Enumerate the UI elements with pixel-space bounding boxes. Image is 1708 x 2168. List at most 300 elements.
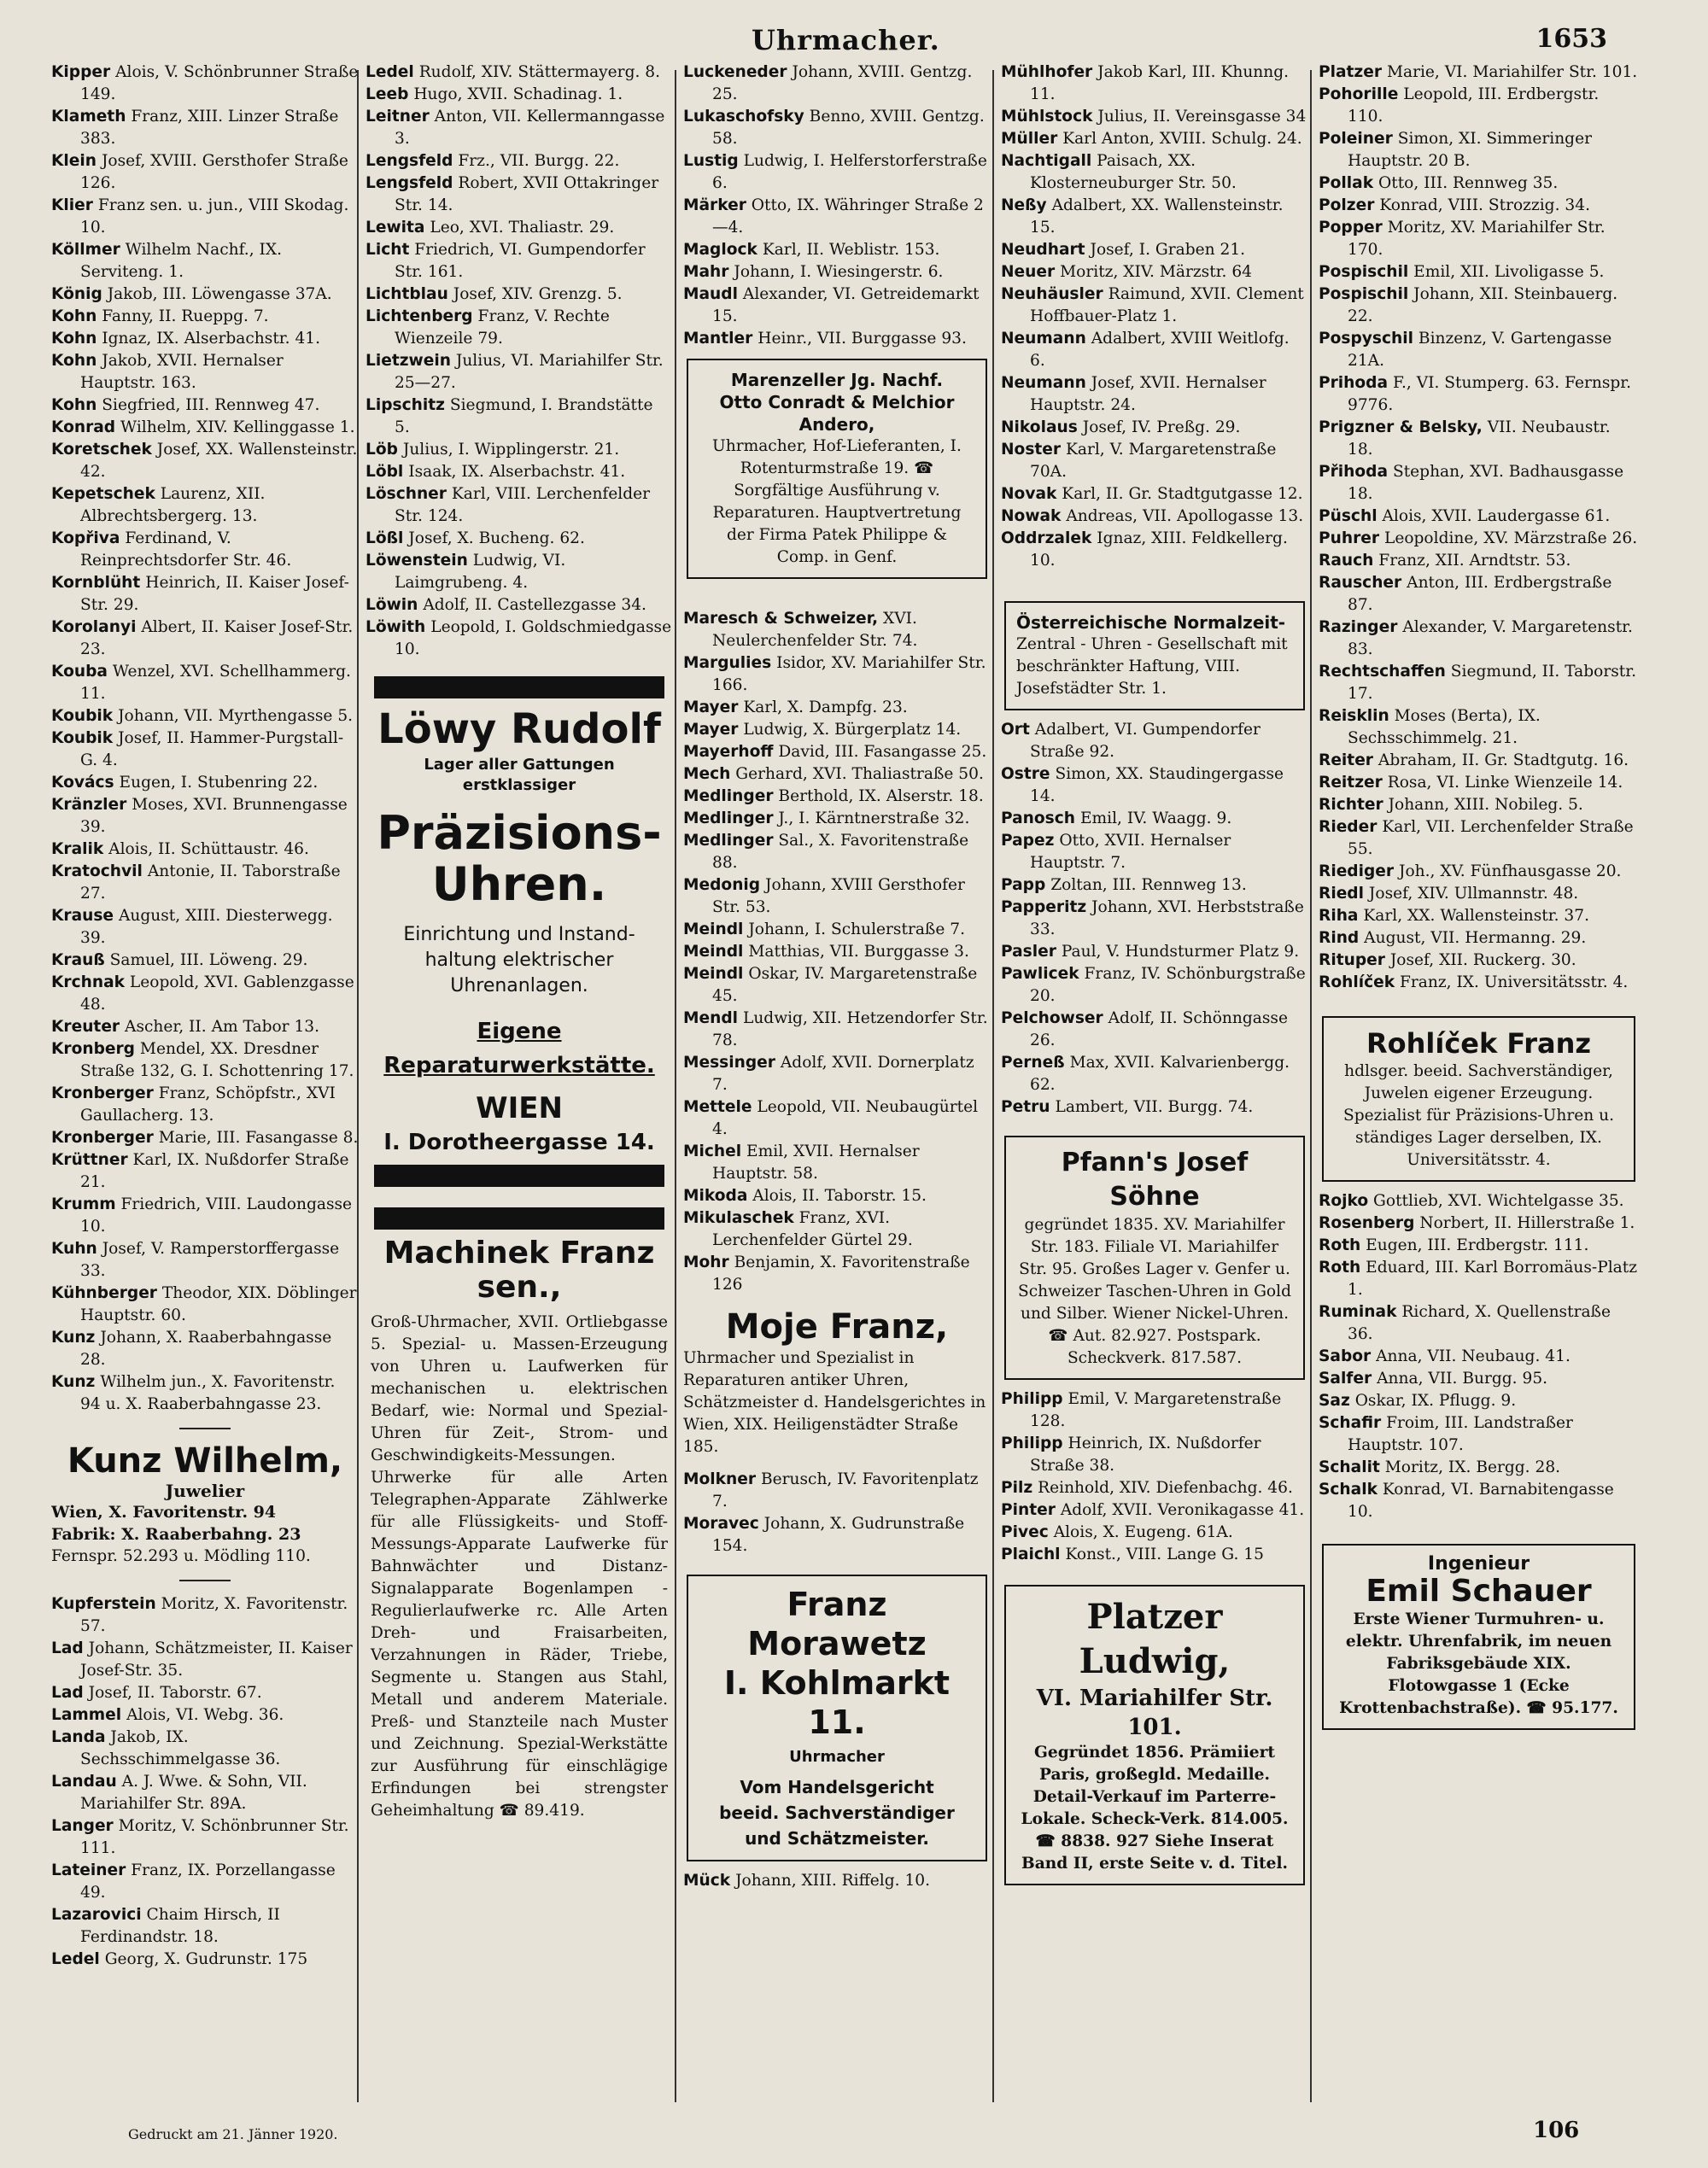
entry — [51, 1238, 359, 1283]
entry — [683, 61, 991, 106]
entry-list — [683, 608, 991, 1296]
entry — [51, 1083, 359, 1127]
entry-name: Löwith — [366, 618, 426, 636]
entry-name: Löschner — [366, 485, 447, 503]
entry — [1001, 830, 1308, 874]
entry — [51, 1860, 359, 1904]
entry — [51, 950, 359, 972]
entry-name: Reitzer — [1319, 774, 1383, 792]
entry-text: Siegfried, III. Rennweg 47. — [102, 396, 320, 414]
entry-text: Konrad, VI. Barnabitengasse 10. — [1348, 1481, 1614, 1521]
morawetz-ad — [687, 1575, 987, 1861]
entry-text: Johann, I. Wiesingerstr. 6. — [734, 263, 944, 281]
entry — [683, 1207, 991, 1252]
entry-name: Krchnak — [51, 973, 125, 991]
entry — [683, 239, 991, 261]
entry-name: Nachtigall — [1001, 152, 1092, 170]
entry-name: Mayerhoff — [683, 743, 774, 761]
entry-text: Anna, VII. Neubaug. 41. — [1376, 1347, 1571, 1365]
entry-name: Kuhn — [51, 1240, 97, 1258]
entry-name: Rojko — [1319, 1192, 1369, 1210]
entry-name: Kohn — [51, 330, 97, 348]
entry-name: Meindl — [683, 943, 744, 961]
entry-name: Licht — [366, 241, 410, 259]
entry — [683, 608, 991, 652]
entry-text: Georg, X. Gudrunstr. 175 — [104, 1950, 308, 1968]
entry-name: Leitner — [366, 108, 430, 126]
entry-text: Adolf, XVII. Dornerplatz 7. — [712, 1054, 974, 1094]
entry-text: Richard, X. Quellenstraße 36. — [1348, 1303, 1611, 1343]
entry-name: Prigzner & Belsky, — [1319, 418, 1483, 436]
entry-name: Michel — [683, 1142, 742, 1160]
entry-name: Kipper — [51, 63, 111, 81]
ad-text: Uhrmacher, Hof-Lieferanten, I. Rotenturmstraße 19. ☎ Sorgfältige Ausführung v. Reparaturen. Hauptvertretung der Firma Patek Philippe & Comp. in Genf. — [712, 437, 962, 566]
entry-name: Koubik — [51, 707, 114, 725]
entry — [1319, 861, 1639, 883]
entry-name: Messinger — [683, 1054, 775, 1072]
entry-text: Oskar, IV. Margaretenstraße 45. — [712, 965, 978, 1005]
entry — [1319, 816, 1639, 861]
entry-text: Hugo, XVII. Schadinag. 1. — [413, 85, 623, 103]
entry-text: Leopoldine, XV. Märzstraße 26. — [1383, 529, 1638, 547]
ad-city: WIEN — [476, 1091, 563, 1125]
entry — [683, 1252, 991, 1296]
ad-name: Platzer Ludwig, — [1079, 1597, 1231, 1681]
entry — [51, 905, 359, 950]
entry — [1319, 1213, 1639, 1235]
entry-text: Josef, XIV. Ullmannstr. 48. — [1368, 885, 1579, 903]
entry-text: Josef, I. Graben 21. — [1090, 241, 1246, 259]
entry-text: Oskar, IX. Pflugg. 9. — [1354, 1392, 1517, 1410]
entry-name: Rosenberg — [1319, 1214, 1415, 1232]
entry-name: Riha — [1319, 907, 1359, 925]
entry-name: Kopřiva — [51, 529, 120, 547]
entry-name: Mendl — [683, 1009, 739, 1027]
entry-name: Rind — [1319, 929, 1360, 947]
entry-text: Fanny, II. Rueppg. 7. — [102, 307, 269, 325]
entry — [683, 150, 991, 195]
entry-name: Mettele — [683, 1098, 752, 1116]
entry-name: Kronberger — [51, 1129, 154, 1147]
entry — [1319, 61, 1639, 84]
entry-text: Franz, IX. Universitätsstr. 4. — [1400, 973, 1629, 991]
entry-name: Roth — [1319, 1259, 1361, 1277]
entry-text: Heinrich, II. Kaiser Josef-Str. 29. — [80, 574, 349, 614]
entry — [1319, 372, 1639, 417]
entry — [1319, 927, 1639, 950]
entry — [51, 306, 359, 328]
ad-bar — [374, 1207, 664, 1230]
entry-name: Maresch & Schweizer, — [683, 610, 879, 628]
entry — [1001, 941, 1308, 963]
entry-name: Neuhäusler — [1001, 285, 1103, 303]
entry-name: Pawlicek — [1001, 965, 1079, 983]
entry-text: Julius, I. Wipplingerstr. 21. — [402, 441, 620, 459]
entry — [51, 61, 359, 106]
platzer-ad — [1004, 1585, 1305, 1885]
ad-name: Pfann's Josef Söhne — [1061, 1148, 1249, 1212]
entry — [683, 719, 991, 741]
entry-text: F., VI. Stumperg. 63. Fernspr. 9776. — [1348, 374, 1632, 414]
entry — [51, 728, 359, 772]
entry — [51, 1038, 359, 1083]
entry — [1319, 617, 1639, 661]
entry-text: Albert, II. Kaiser Josef-Str. 23. — [80, 618, 354, 658]
entry-text: Jakob Karl, III. Khunng. 11. — [1030, 63, 1290, 103]
entry-name: Kreuter — [51, 1018, 120, 1036]
entry-text: Karl, IX. Nußdorfer Straße 21. — [80, 1151, 349, 1191]
entry-name: Köllmer — [51, 241, 120, 259]
ad-name: Machinek Franz sen., — [383, 1236, 655, 1305]
entry-text: Rudolf, XIV. Stättermayerg. 8. — [418, 63, 661, 81]
entry-text: Alexander, V. Margaretenstr. 83. — [1348, 618, 1633, 658]
entry-name: Medlinger — [683, 832, 774, 850]
entry-text: Norbert, II. Hillerstraße 1. — [1419, 1214, 1635, 1232]
ad-address: I. Dorotheergasse 14. — [383, 1130, 655, 1155]
ad-pre: Ingenieur — [1427, 1553, 1530, 1575]
entry-name: Leeb — [366, 85, 409, 103]
entry-text: Alois, VI. Webg. 36. — [126, 1706, 284, 1724]
entry-name: Neudhart — [1001, 241, 1085, 259]
entry-name: Kratochvil — [51, 862, 143, 880]
entry-text: Robert, XVII Ottakringer Str. 14. — [395, 174, 659, 214]
entry — [1001, 1522, 1308, 1544]
entry-name: Rechtschaffen — [1319, 663, 1446, 681]
entry — [51, 572, 359, 617]
entry — [1001, 106, 1308, 128]
entry — [1319, 1479, 1639, 1523]
entry-text: Wilhelm, XIV. Kellinggasse 1. — [120, 418, 355, 436]
entry — [683, 1052, 991, 1096]
entry-name: Pospyschil — [1319, 330, 1413, 348]
entry-name: Nikolaus — [1001, 418, 1078, 436]
entry-text: Jakob, III. Löwengasse 37A. — [107, 285, 332, 303]
entry-list — [366, 61, 673, 661]
entry-text: Raimund, XVII. Clement Hoffbauer-Platz 1. — [1030, 285, 1304, 325]
entry — [1001, 239, 1308, 261]
entry-text: VII. Neubaustr. 18. — [1348, 418, 1611, 459]
entry-name: Langer — [51, 1817, 114, 1835]
entry-name: Luckeneder — [683, 63, 787, 81]
entry — [1319, 883, 1639, 905]
entry — [1319, 750, 1639, 772]
entry-name: Lößl — [366, 529, 404, 547]
entry-text: Josef, XII. Ruckerg. 30. — [1389, 951, 1576, 969]
entry-text: Adolf, II. Schönngasse 26. — [1030, 1009, 1288, 1049]
entry-text: Heinrich, IX. Nußdorfer Straße 38. — [1030, 1435, 1261, 1475]
entry — [1319, 1457, 1639, 1479]
entry-name: Lengsfeld — [366, 152, 453, 170]
entry-name: Lukaschofsky — [683, 108, 804, 126]
entry — [1319, 461, 1639, 505]
entry — [1001, 874, 1308, 897]
entry — [366, 172, 673, 217]
entry — [683, 830, 991, 874]
entry — [1001, 897, 1308, 941]
entry — [683, 106, 991, 150]
entry — [1319, 661, 1639, 705]
entry-name: Philipp — [1001, 1435, 1063, 1452]
entry-name: König — [51, 285, 102, 303]
ad-line: Otto Conradt & Melchior Andero, — [719, 392, 955, 435]
entry — [51, 394, 359, 417]
entry-text: Zoltan, III. Rennweg 13. — [1050, 876, 1247, 894]
ad-repair: Eigene Reparaturwerkstätte. — [383, 1019, 655, 1078]
entry-text: Berusch, IV. Favoritenplatz 7. — [712, 1470, 979, 1511]
entry-name: Popper — [1319, 219, 1383, 237]
entry — [1319, 1412, 1639, 1457]
normalzeit-ad — [1004, 601, 1305, 710]
entry-name: Plaichl — [1001, 1546, 1061, 1563]
entry — [1319, 1301, 1639, 1346]
entry — [51, 705, 359, 728]
entry-text: Ludwig, I. Helferstorferstraße 6. — [712, 152, 987, 192]
entry-name: Maudl — [683, 285, 738, 303]
entry-text: Berthold, IX. Alserstr. 18. — [778, 787, 984, 805]
entry — [51, 417, 359, 439]
entry-name: Molkner — [683, 1470, 757, 1488]
entry-text: Karl, VIII. Lerchenfelder Str. 124. — [395, 485, 651, 525]
entry — [366, 483, 673, 528]
entry-text: Johann, XIII. Nobileg. 5. — [1388, 796, 1583, 814]
entry-text: Anton, VII. Kellermanngasse 3. — [395, 108, 665, 148]
entry-text: Leopold, VII. Neubaugürtel 4. — [712, 1098, 979, 1138]
entry-text: Siegmund, I. Brandstätte 5. — [395, 396, 653, 436]
entry — [683, 1096, 991, 1141]
entry-text: Adalbert, VI. Gumpendorfer Straße 92. — [1030, 721, 1261, 761]
entry — [51, 195, 359, 239]
entry — [1001, 1096, 1308, 1119]
entry-name: Reisklin — [1319, 707, 1389, 725]
entry-text: Leopold, XVI. Gablenzgasse 48. — [80, 973, 354, 1014]
ad-line: und Schätzmeister. — [745, 1828, 929, 1849]
entry-text: Wilhelm Nachf., IX. Serviteng. 1. — [80, 241, 283, 281]
entry-name: Kralik — [51, 840, 104, 858]
entry — [1001, 963, 1308, 1008]
ad-text: Groß-Uhrmacher, XVII. Ortliebgasse 5. Spezial- u. Massen-Erzeugung von Uhren u. Laufwerken für mechanischen u. elektrischen Bedarf, wie: Normal und Spezial-Uhren für Zeit-, Strom- und Geschwindigkeits-Messungen. Uhrwerke für alle Arten Telegraphen-Apparate Zählwerke für alle Flüssigkeits- und Stoff-Messungs-Apparate Laufwerke für Bahnwächter und Distanz-Signalapparate Bogenlampen - Regulierlaufwerke rc. Alle Arten Dreh- und Fraisarbeiten, Verzahnungen in Räder, Triebe, Segmente u. Stangen aus Stahl, Metall und anderem Materiale. Preß- und Stanzteile nach Muster und Zeichnung. Spezial-Werkstätte zur Ausführung für einschlägige Erfindungen bei strengster Geheimhaltung ☎ 89.419. — [371, 1313, 668, 1820]
entry-text: Johann, XII. Steinbauerg. 22. — [1348, 285, 1618, 325]
entry-text: Johann, X. Raaberbahngasse 28. — [80, 1329, 332, 1369]
entry-name: Märker — [683, 196, 746, 214]
entry — [1319, 950, 1639, 972]
entry-name: Lichtenberg — [366, 307, 473, 325]
entry — [1319, 572, 1639, 617]
entry-text: Frz., VII. Burgg. 22. — [458, 152, 620, 170]
entry-text: Franz, XVI. Lerchenfelder Gürtel 29. — [712, 1209, 913, 1249]
entry-text: Moritz, V. Schönbrunner Str. 111. — [80, 1817, 349, 1857]
entry — [51, 483, 359, 528]
entry-name: Kunz — [51, 1373, 96, 1391]
entry-text: August, VII. Hermanng. 29. — [1364, 929, 1587, 947]
entry-text: Johann, I. Schulerstraße 7. — [748, 920, 965, 938]
entry — [51, 661, 359, 705]
entry-name: Lipschitz — [366, 396, 445, 414]
entry-text: A. J. Wwe. & Sohn, VII. Mariahilfer Str. 89A. — [80, 1773, 307, 1813]
entry-text: Marie, VI. Mariahilfer Str. 101. — [1386, 63, 1638, 81]
entry-text: Samuel, III. Löweng. 29. — [109, 951, 308, 969]
entry-name: Korolanyi — [51, 618, 137, 636]
entry — [51, 772, 359, 794]
entry-name: Kouba — [51, 663, 108, 681]
separator — [179, 1580, 231, 1581]
entry — [51, 1371, 359, 1416]
ad-line: Wien, X. Favoritenstr. 94 — [51, 1503, 277, 1522]
entry — [683, 1513, 991, 1557]
entry — [51, 1682, 359, 1704]
entry-name: Sabor — [1319, 1347, 1372, 1365]
entry — [366, 217, 673, 239]
entry — [683, 808, 991, 830]
entry-text: Franz, V. Rechte Wienzeile 79. — [395, 307, 610, 348]
entry-name: Krause — [51, 907, 114, 925]
entry-name: Maglock — [683, 241, 757, 259]
entry-text: Mendel, XX. Dresdner Straße 132, G. I. Schottenring 17. — [80, 1040, 354, 1080]
entry — [1001, 505, 1308, 528]
machinek-franz-ad — [366, 1207, 673, 1822]
entry-text: Josef, V. Ramperstorffergasse 33. — [80, 1240, 340, 1280]
entry-name: Medlinger — [683, 809, 774, 827]
entry-text: Stephan, XVI. Badhausgasse 18. — [1348, 463, 1624, 503]
entry — [51, 528, 359, 572]
entry — [1319, 794, 1639, 816]
entry-text: Johann, VII. Myrthengasse 5. — [118, 707, 354, 725]
entry — [1319, 1390, 1639, 1412]
entry-text: Konrad, VIII. Strozzig. 34. — [1379, 196, 1590, 214]
entry-name: Rohlíček — [1319, 973, 1395, 991]
entry-text: XVI. Neulerchenfelder Str. 74. — [712, 610, 918, 650]
ad-role: Juwelier — [165, 1481, 245, 1501]
entry — [51, 972, 359, 1016]
entry-name: Lichtblau — [366, 285, 448, 303]
entry — [683, 1469, 991, 1513]
entry — [1001, 1499, 1308, 1522]
entry-name: Lazarovici — [51, 1906, 142, 1924]
kunz-wilhelm-ad — [51, 1441, 359, 1568]
entry-text: Ferdinand, V. Reinprechtsdorfer Str. 46. — [80, 529, 292, 570]
entry — [366, 528, 673, 550]
entry-name: Lad — [51, 1639, 84, 1657]
entry-text: Jakob, XVII. Hernalser Hauptstr. 163. — [80, 352, 284, 392]
ad-headline: Uhren. — [431, 857, 607, 911]
entry-name: Pasler — [1001, 943, 1056, 961]
entry-name: Ledel — [51, 1950, 100, 1968]
entry — [51, 239, 359, 283]
entry — [51, 350, 359, 394]
entry — [1319, 172, 1639, 195]
entry — [1001, 1008, 1308, 1052]
entry-text: Josef, XIV. Grenzg. 5. — [453, 285, 623, 303]
ad-line: Marenzeller Jg. Nachf. — [730, 370, 944, 390]
entry-name: Kohn — [51, 307, 97, 325]
entry — [1001, 1433, 1308, 1477]
entry-text: Emil, XVII. Hernalser Hauptstr. 58. — [712, 1142, 920, 1183]
entry-text: Alois, II. Schüttaustr. 46. — [108, 840, 309, 858]
entry-list — [1001, 61, 1308, 572]
entry-text: Antonie, II. Taborstraße 27. — [80, 862, 341, 903]
lowy-rudolf-ad — [366, 676, 673, 1187]
entry — [51, 1016, 359, 1038]
entry-name: Klameth — [51, 108, 126, 126]
entry-name: Puhrer — [1319, 529, 1380, 547]
entry-text: Karl, XX. Wallensteinstr. 37. — [1363, 907, 1589, 925]
ad-bar — [374, 676, 664, 698]
entry — [1001, 195, 1308, 239]
entry-name: Landau — [51, 1773, 117, 1791]
entry — [683, 874, 991, 919]
entry-name: Löwin — [366, 596, 418, 614]
entry — [1319, 195, 1639, 217]
entry-name: Kohn — [51, 396, 97, 414]
entry-text: Paisach, XX. Klosterneuburger Str. 50. — [1030, 152, 1237, 192]
entry-name: Papp — [1001, 876, 1046, 894]
entry-name: Pelchowser — [1001, 1009, 1103, 1027]
ad-role: Uhrmacher — [789, 1748, 885, 1766]
entry — [1319, 128, 1639, 172]
entry-name: Kepetschek — [51, 485, 155, 503]
entry — [1001, 1052, 1308, 1096]
entry-name: Moravec — [683, 1515, 759, 1533]
entry-text: Gottlieb, XVI. Wichtelgasse 35. — [1373, 1192, 1624, 1210]
ad-headline: Präzisions- — [377, 806, 662, 860]
entry — [1001, 417, 1308, 439]
entry — [683, 261, 991, 283]
column-divider — [992, 70, 994, 2102]
column-divider — [1310, 70, 1312, 2102]
entry — [51, 1727, 359, 1771]
entry — [1001, 808, 1308, 830]
entry — [1319, 217, 1639, 261]
entry — [683, 741, 991, 763]
entry-text: Siegmund, II. Taborstr. 17. — [1348, 663, 1636, 703]
entry-name: Löb — [366, 441, 398, 459]
ad-line: Fabrik: X. Raaberbahng. 23 — [51, 1525, 301, 1544]
entry-text: Otto, III. Rennweg 35. — [1378, 174, 1559, 192]
entry-text: Johann, XVIII Gersthofer Str. 53. — [712, 876, 965, 916]
column-3 — [683, 61, 991, 1892]
entry — [1319, 261, 1639, 283]
entry-name: Pivec — [1001, 1523, 1049, 1541]
entry-name: Margulies — [683, 654, 772, 672]
entry-text: J., I. Kärntnerstraße 32. — [778, 809, 970, 827]
entry — [1319, 905, 1639, 927]
entry-name: Lateiner — [51, 1861, 126, 1879]
entry-name: Lammel — [51, 1706, 122, 1724]
entry-name: Kronberg — [51, 1040, 135, 1058]
entry-text: Karl, II. Gr. Stadtgutgasse 12. — [1062, 485, 1303, 503]
entry — [1001, 283, 1308, 328]
entry-text: Josef, XVIII. Gersthofer Straße 126. — [80, 152, 348, 192]
entry — [683, 1185, 991, 1207]
entry — [1319, 1346, 1639, 1368]
entry-name: Noster — [1001, 441, 1062, 459]
entry-name: Mayer — [683, 698, 739, 716]
entry — [683, 195, 991, 239]
entry — [51, 861, 359, 905]
entry-text: Adalbert, XVIII Weitlofg. 6. — [1030, 330, 1290, 370]
entry — [51, 1149, 359, 1194]
ad-line: beeid. Sachverständiger — [719, 1803, 955, 1823]
entry — [1319, 1368, 1639, 1390]
entry — [1001, 128, 1308, 150]
entry — [1001, 528, 1308, 572]
entry — [1001, 719, 1308, 763]
entry — [51, 1949, 359, 1971]
entry-text: Theodor, XIX. Döblinger Hauptstr. 60. — [80, 1284, 357, 1324]
entry-text: Binzenz, V. Gartengasse 21A. — [1348, 330, 1612, 370]
entry — [683, 1870, 991, 1892]
entry-name: Klier — [51, 196, 93, 214]
entry — [1319, 84, 1639, 128]
